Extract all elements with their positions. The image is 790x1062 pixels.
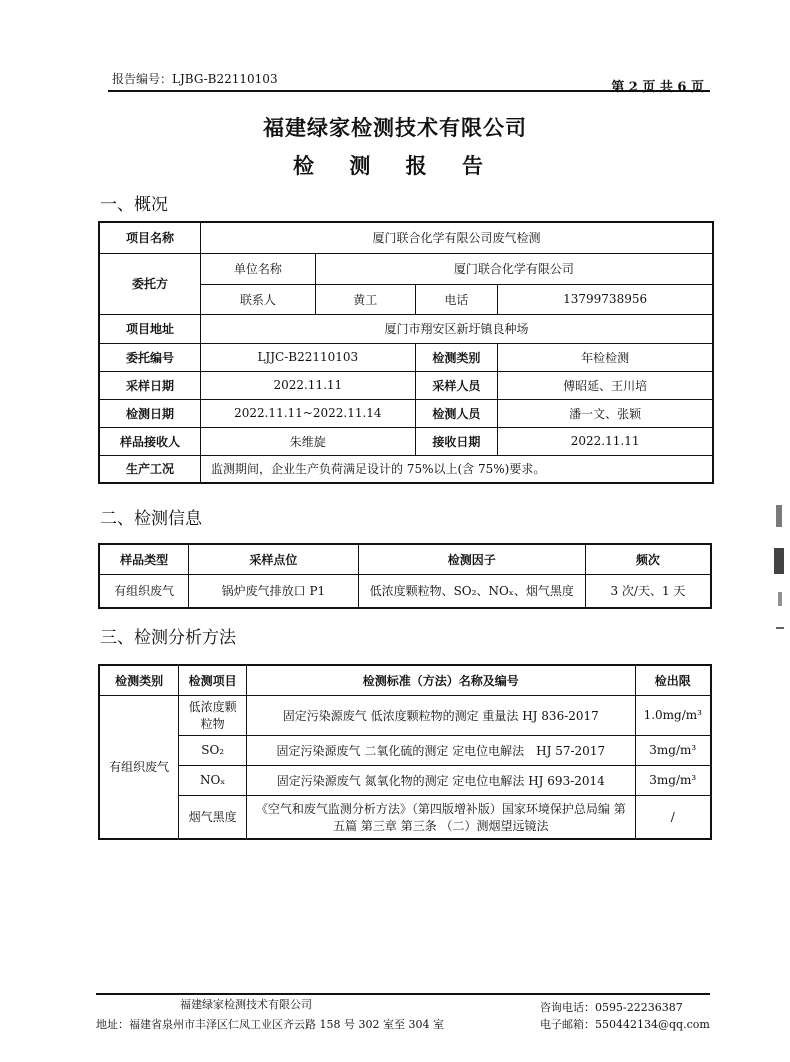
unit-name-label: 单位名称 bbox=[201, 253, 316, 284]
test-type: 年检检测 bbox=[498, 343, 713, 371]
test-date-label: 检测日期 bbox=[99, 399, 201, 427]
company-name: 福建绿家检测技术有限公司 bbox=[263, 115, 527, 140]
method-item: 烟气黑度 bbox=[179, 795, 247, 839]
method-limit: 3mg/m³ bbox=[635, 765, 711, 795]
phone: 13799738956 bbox=[498, 284, 713, 314]
project-name: 厦门联合化学有限公司废气检测 bbox=[201, 222, 714, 253]
info-frequency: 3 次/天、1 天 bbox=[585, 574, 711, 608]
method-limit: 1.0mg/m³ bbox=[635, 695, 711, 735]
tester-label: 检测人员 bbox=[415, 399, 498, 427]
sampling-date-label: 采样日期 bbox=[99, 371, 201, 399]
method-limit: 3mg/m³ bbox=[635, 735, 711, 765]
receiver-label: 样品接收人 bbox=[99, 427, 201, 455]
info-header-sampling-point: 采样点位 bbox=[189, 544, 358, 574]
address: 厦门市翔安区新圩镇良种场 bbox=[201, 314, 714, 343]
method-item: 低浓度颗粒物 bbox=[179, 695, 247, 735]
section-method-heading: 三、检测分析方法 bbox=[100, 628, 236, 648]
commission-no-label: 委托编号 bbox=[99, 343, 201, 371]
condition-label: 生产工况 bbox=[99, 455, 201, 483]
info-header-frequency: 频次 bbox=[585, 544, 711, 574]
section-info-heading: 二、检测信息 bbox=[100, 509, 202, 529]
method-item: SO₂ bbox=[179, 735, 247, 765]
overview-table bbox=[98, 221, 714, 484]
contact-label: 联系人 bbox=[201, 284, 316, 314]
project-name-label: 项目名称 bbox=[99, 222, 201, 253]
document-title: 检 测 报 告 bbox=[293, 153, 497, 178]
info-header-sample-type: 样品类型 bbox=[99, 544, 189, 574]
info-header-factor: 检测因子 bbox=[358, 544, 585, 574]
method-table bbox=[98, 664, 712, 840]
footer-address: 地址：福建省泉州市丰泽区仁凤工业区齐云路 158 号 302 室至 304 室 bbox=[96, 1018, 444, 1031]
method-standard: 固定污染源废气 低浓度颗粒物的测定 重量法 HJ 836-2017 bbox=[247, 695, 635, 735]
info-table bbox=[98, 543, 712, 609]
test-type-label: 检测类别 bbox=[415, 343, 498, 371]
method-standard: 固定污染源废气 二氧化硫的测定 定电位电解法 HJ 57-2017 bbox=[247, 735, 635, 765]
sampler: 傅昭延、王川培 bbox=[498, 371, 713, 399]
tester: 潘一文、张颖 bbox=[498, 399, 713, 427]
method-standard: 固定污染源废气 氮氧化物的测定 定电位电解法 HJ 693-2014 bbox=[247, 765, 635, 795]
method-header-standard: 检测标准（方法）名称及编号 bbox=[247, 665, 635, 695]
method-header-category: 检测类别 bbox=[99, 665, 179, 695]
report-number: 报告编号：LJBG-B22110103 bbox=[112, 72, 278, 86]
contact: 黄工 bbox=[315, 284, 415, 314]
method-category: 有组织废气 bbox=[99, 695, 179, 839]
info-sample-type: 有组织废气 bbox=[99, 574, 189, 608]
sampling-date: 2022.11.11 bbox=[201, 371, 416, 399]
client-label: 委托方 bbox=[99, 253, 201, 314]
method-item: NOₓ bbox=[179, 765, 247, 795]
info-sampling-point: 锅炉废气排放口 P1 bbox=[189, 574, 358, 608]
section-overview-heading: 一、概况 bbox=[100, 195, 168, 215]
address-label: 项目地址 bbox=[99, 314, 201, 343]
footer-phone: 咨询电话：0595-22236387 bbox=[540, 1001, 683, 1014]
footer-email: 电子邮箱：550442134@qq.com bbox=[540, 1018, 710, 1031]
header-divider bbox=[108, 90, 710, 92]
sampler-label: 采样人员 bbox=[415, 371, 498, 399]
scan-artifact bbox=[778, 592, 782, 606]
method-limit: / bbox=[635, 795, 711, 839]
method-header-limit: 检出限 bbox=[635, 665, 711, 695]
test-date: 2022.11.11~2022.11.14 bbox=[201, 399, 416, 427]
scan-artifact bbox=[774, 548, 784, 574]
receive-date-label: 接收日期 bbox=[415, 427, 498, 455]
scan-artifact bbox=[776, 627, 784, 629]
condition: 监测期间，企业生产负荷满足设计的 75%以上(含 75%)要求。 bbox=[201, 455, 714, 483]
footer-divider bbox=[96, 993, 710, 995]
receive-date: 2022.11.11 bbox=[498, 427, 713, 455]
phone-label: 电话 bbox=[415, 284, 498, 314]
footer-company: 福建绿家检测技术有限公司 bbox=[180, 998, 312, 1011]
unit-name: 厦门联合化学有限公司 bbox=[315, 253, 713, 284]
commission-no: LJJC-B22110103 bbox=[201, 343, 416, 371]
scan-artifact bbox=[776, 505, 782, 527]
method-header-item: 检测项目 bbox=[179, 665, 247, 695]
page-indicator: 第 2 页 共 6 页 bbox=[611, 80, 704, 95]
receiver: 朱维旋 bbox=[201, 427, 416, 455]
method-standard: 《空气和废气监测分析方法》（第四版增补版）国家环境保护总局编 第五篇 第三章 第三条 （二）测烟望远镜法 bbox=[247, 795, 635, 839]
info-factor: 低浓度颗粒物、SO₂、NOₓ、烟气黑度 bbox=[358, 574, 585, 608]
